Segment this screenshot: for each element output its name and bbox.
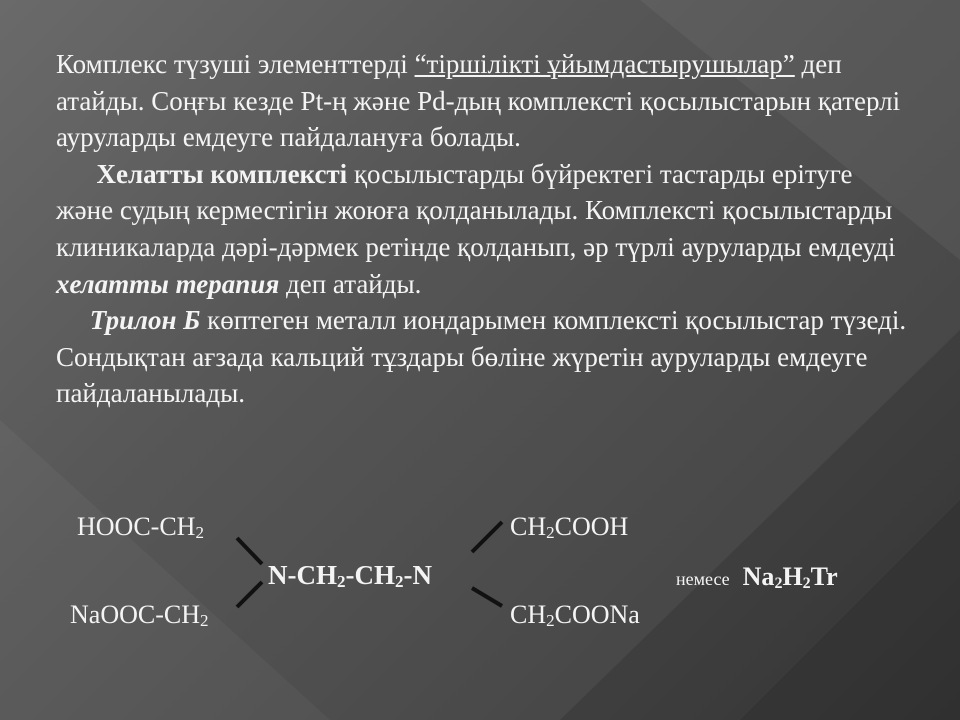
formula-top-left: HOOC-$CH_2$	[77, 512, 204, 542]
na2h2tr-formula: $Na_2H_2Tr$	[742, 562, 838, 592]
formula-bottom-left: NaOOC-$CH_2$	[70, 600, 209, 630]
formula-top-right: $CH_2COOH$	[510, 512, 629, 542]
p2-text-2: деп атайды.	[279, 268, 422, 299]
or-word: немесе	[676, 569, 730, 589]
formula-alternative	[676, 562, 838, 593]
p3-text: көптеген металл иондарымен комплексті қосылыстар түзеді. Сондықтан ағзада кальций тұздары бөліне жүретін ауруларды емдеуге пайдаланылады.	[56, 305, 907, 409]
p2-bold-italic-term: хелатты терапия	[56, 268, 280, 299]
p2-text-1: қосылыстарды бүйректегі тастарды ерітуге және судың керместігін жоюға қолданылады. Комплексті қосылыстарды клиникаларда дәрі-дәрмек ретінде қолданып, әр түрлі ауруларды емдеуді	[56, 158, 896, 262]
formula-bottom-right: $CH_2COONa$	[510, 600, 640, 630]
p2-bold-term: Хелатты комплексті	[96, 158, 348, 189]
p1-rest: деп атайды. Соңғы кезде Pt-ң және Pd-дың комплексті қосылыстарын қатерлі ауруларды емдеуге пайдалануға болады.	[56, 49, 901, 153]
formula-center-chain: $N-CH_2-CH_2-N$	[268, 560, 432, 591]
p3-bold-italic-term: Трилон Б	[89, 305, 201, 336]
p1-underlined-phrase: “тіршілікті ұйымдастырушылар”	[414, 49, 795, 79]
p1-start: Комплекс түзуші элементтерді	[56, 49, 415, 79]
